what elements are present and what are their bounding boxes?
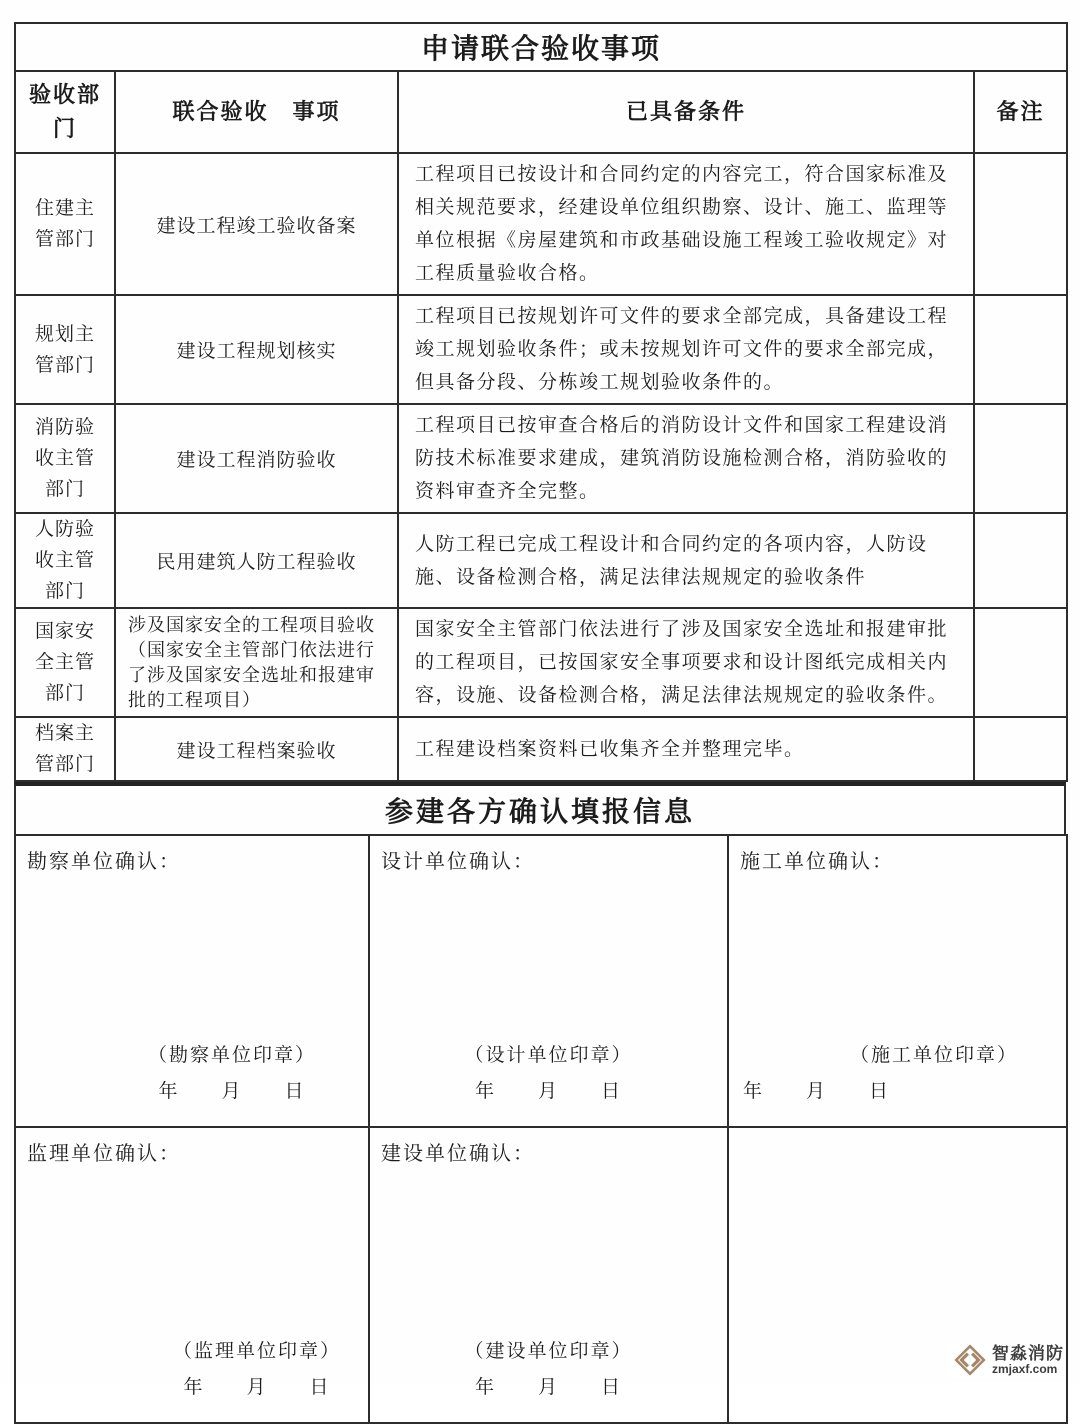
condition-cell: 工程项目已按规划许可文件的要求全部完成，具备建设工程竣工规划验收条件；或未按规划许可文件的要求全部完成，但具备分段、分栋竣工规划验收条件的。 [398,295,974,404]
item-cell: 建设工程规划核实 [115,295,398,404]
item-cell: 建设工程档案验收 [115,717,398,781]
dept-cell: 档案主管部门 [15,717,115,781]
confirm-label: 建设单位确认： [381,1143,535,1165]
dept-cell: 国家安全主管部门 [15,608,115,717]
watermark [949,1343,1064,1377]
brand-site: zmjaxf.com [992,1361,1058,1376]
confirm-cell-construction [728,835,1067,1127]
date-label: 年 月 日 [474,1377,622,1398]
dept-cell: 消防验收主管部门 [15,404,115,513]
page-title: 申请联合验收事项 [15,23,1067,71]
confirm-label: 勘察单位确认： [27,851,181,873]
confirmation-grid [14,834,1068,1424]
confirmation-row [15,835,1067,1127]
confirm-cell-supervision [15,1127,369,1423]
stamp-label: （勘察单位印章） [147,1045,316,1066]
date-label: 年 月 日 [158,1081,306,1102]
date-label: 年 月 日 [474,1081,622,1102]
note-cell [974,608,1067,717]
condition-cell: 工程项目已按审查合格后的消防设计文件和国家工程建设消防技术标准要求建成，建筑消防设施检测合格，消防验收的资料审查齐全完整。 [398,404,974,513]
condition-cell: 工程项目已按设计和合同约定的内容完工，符合国家标准及相关规范要求，经建设单位组织勘察、设计、施工、监理等单位根据《房屋建筑和市政基础设施工程竣工验收规定》对工程质量验收合格。 [398,153,974,295]
item-cell: 建设工程消防验收 [115,404,398,513]
table-row-planning [15,295,1067,404]
note-cell [974,513,1067,608]
stamp-label: （设计单位印章） [464,1045,633,1066]
item-cell: 建设工程竣工验收备案 [115,153,398,295]
table-row-national-security [15,608,1067,717]
stamp-block [729,1038,1066,1110]
confirm-label: 设计单位确认： [381,851,535,873]
stamp-label: （建设单位印章） [464,1341,633,1362]
table-row-archives [15,717,1067,781]
table-row-housing [15,153,1067,295]
confirm-cell-developer [369,1127,728,1423]
condition-cell: 工程建设档案资料已收集齐全并整理完毕。 [398,717,974,781]
stamp-block [370,1038,727,1110]
header-item: 联合验收 事项 [115,71,398,153]
joint-acceptance-form [14,22,1066,1424]
confirm-cell-empty [728,1127,1067,1423]
item-cell: 民用建筑人防工程验收 [115,513,398,608]
brand-name: 智淼消防 [992,1343,1064,1363]
stamp-label: （监理单位印章） [172,1341,341,1362]
confirm-cell-survey [15,835,369,1127]
dept-cell: 住建主管部门 [15,153,115,295]
item-cell: 涉及国家安全的工程项目验收（国家安全主管部门依法进行了涉及国家安全选址和报建审批的工程项目） [115,608,398,717]
date-label: 年 月 日 [743,1081,891,1102]
diamond-brackets-logo-icon [953,1343,987,1377]
header-row [15,71,1067,153]
acceptance-items-table [14,22,1068,782]
note-cell [974,717,1067,781]
table-row-fire [15,404,1067,513]
table-row-civil-defense [15,513,1067,608]
header-dept: 验收部门 [15,71,115,153]
confirm-label: 施工单位确认： [740,851,894,873]
header-note: 备注 [974,71,1067,153]
stamp-block [370,1334,727,1406]
note-cell [974,295,1067,404]
dept-cell: 规划主管部门 [15,295,115,404]
confirm-label: 监理单位确认： [27,1143,181,1165]
confirm-cell-design [369,835,728,1127]
note-cell [974,404,1067,513]
header-condition: 已具备条件 [398,71,974,153]
condition-cell: 人防工程已完成工程设计和合同约定的各项内容，人防设施、设备检测合格，满足法律法规规定的验收条件 [398,513,974,608]
section-title: 参建各方确认填报信息 [14,782,1066,834]
condition-cell: 国家安全主管部门依法进行了涉及国家安全选址和报建审批的工程项目，已按国家安全事项要求和设计图纸完成相关内容，设施、设备检测合格，满足法律法规规定的验收条件。 [398,608,974,717]
title-row [15,23,1067,71]
stamp-label: （施工单位印章） [849,1045,1018,1066]
watermark-text [992,1345,1064,1375]
stamp-block [56,1038,408,1110]
confirmation-row [15,1127,1067,1423]
date-label: 年 月 日 [183,1377,331,1398]
dept-cell: 人防验收主管部门 [15,513,115,608]
note-cell [974,153,1067,295]
